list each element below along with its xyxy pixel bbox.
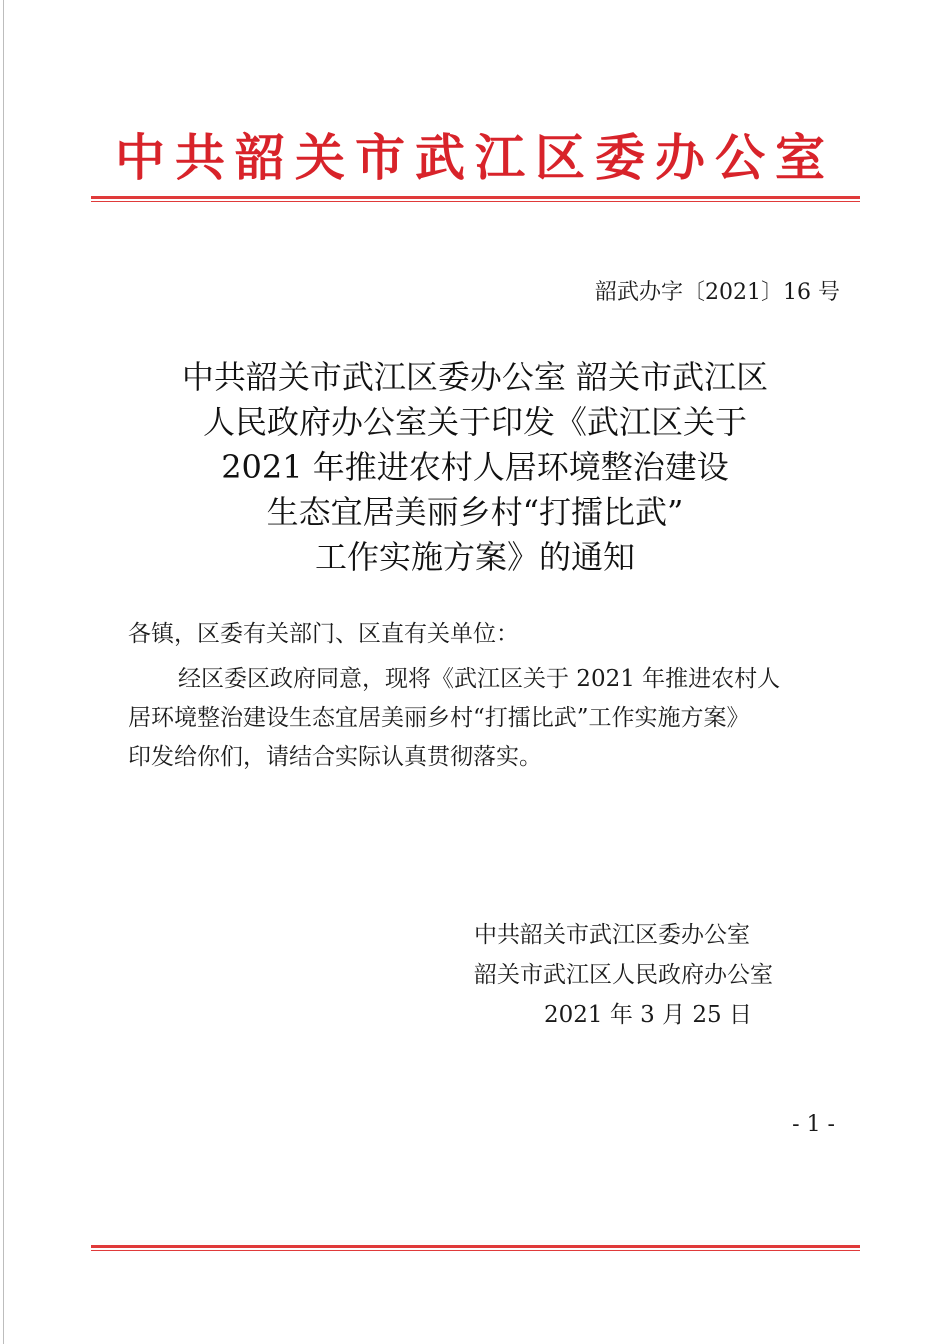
title-line-4: 生态宜居美丽乡村“打擂比武” (266, 493, 684, 531)
signature-org-1: 中共韶关市武江区委办公室 (474, 922, 750, 948)
masthead-rule-thick (91, 196, 860, 199)
document-number: 韶武办字〔2021〕16 号 (595, 280, 840, 305)
masthead-title: 中共韶关市武江区委办公室 (115, 129, 835, 187)
footer-rule-thick (91, 1245, 860, 1248)
title-line-3: 2021 年推进农村人居环境整治建设 (221, 448, 729, 486)
signature-date: 2021 年 3 月 25 日 (544, 1002, 752, 1028)
signature-org-2: 韶关市武江区人民政府办公室 (474, 962, 773, 988)
signature-block (474, 915, 773, 1035)
title-line-2: 人民政府办公室关于印发《武江区关于 (202, 403, 747, 441)
salutation: 各镇，区委有关部门、区直有关单位： (128, 621, 519, 647)
footer-rule-thin (91, 1250, 860, 1251)
body-paragraph (128, 660, 843, 777)
body-line-3: 印发给你们，请结合实际认真贯彻落实。 (128, 744, 542, 770)
document-title (110, 355, 840, 580)
title-line-5: 工作实施方案》的通知 (314, 538, 635, 576)
page-edge-line (3, 0, 4, 1344)
masthead-rule-thin (91, 201, 860, 202)
body-line-2: 居环境整治建设生态宜居美丽乡村“打擂比武”工作实施方案》 (128, 705, 750, 731)
body-line-1: 经区委区政府同意，现将《武江区关于 2021 年推进农村人 (178, 666, 781, 692)
page-number: - 1 - (792, 1112, 835, 1137)
title-line-1: 中共韶关市武江区委办公室 韶关市武江区 (181, 358, 769, 396)
